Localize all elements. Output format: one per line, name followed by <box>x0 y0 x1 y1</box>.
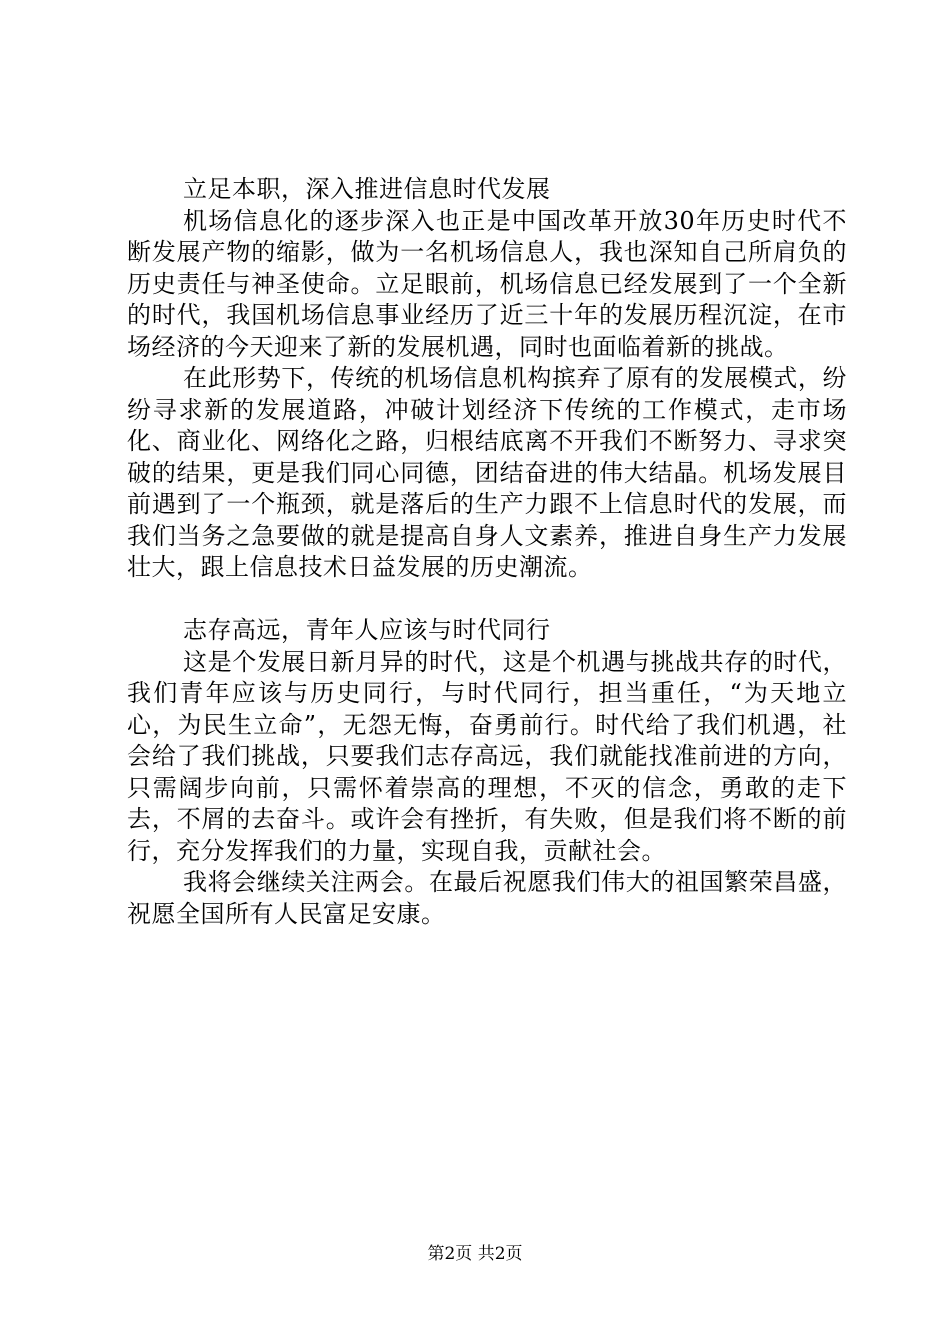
section-1-paragraph-2: 在此形势下，传统的机场信息机构摈弃了原有的发展模式，纷纷寻求新的发展道路，冲破计划经济下传统的工作模式，走市场化、商业化、网络化之路，归根结底离不开我们不断努力、寻求突破的结果，更是我们同心同德，团结奋进的伟大结晶。机场发展目前遇到了一个瓶颈，就是落后的生产力跟不上信息时代的发展，而我们当务之急要做的就是提高自身人文素养，推进自身生产力发展壮大，跟上信息技术日益发展的历史潮流。 <box>127 364 847 581</box>
section-heading-2: 志存高远，青年人应该与时代同行 <box>183 616 551 644</box>
document-body <box>127 174 847 930</box>
section-spacer <box>127 584 847 616</box>
section-2-paragraph-1: 这是个发展日新月异的时代，这是个机遇与挑战共存的时代，我们青年应该与历史同行，与时代同行，担当重任，“为天地立心，为民生立命”，无怨无悔，奋勇前行。时代给了我们机遇，社会给了我们挑战，只要我们志存高远，我们就能找准前进的方向，只需阔步向前，只需怀着崇高的理想，不灭的信念，勇敢的走下去，不屑的去奋斗。或许会有挫折，有失败，但是我们将不断的前行，充分发挥我们的力量，实现自我，贡献社会。 <box>127 647 847 865</box>
page-number: 第2页 <box>427 1244 473 1264</box>
page-footer <box>0 1243 950 1265</box>
section-heading-1: 立足本职，深入推进信息时代发展 <box>183 175 551 203</box>
section-1-paragraph-1: 机场信息化的逐步深入也正是中国改革开放30年历史时代不断发展产物的缩影，做为一名机场信息人，我也深知自己所肩负的历史责任与神圣使命。立足眼前，机场信息已经发展到了一个全新的时代，我国机场信息事业经历了近三十年的发展历程沉淀，在市场经济的今天迎来了新的发展机遇，同时也面临着新的挑战。 <box>127 206 847 361</box>
section-2-paragraph-2: 我将会继续关注两会。在最后祝愿我们伟大的祖国繁荣昌盛，祝愿全国所有人民富足安康。 <box>127 868 847 928</box>
page-total: 共2页 <box>477 1244 523 1264</box>
